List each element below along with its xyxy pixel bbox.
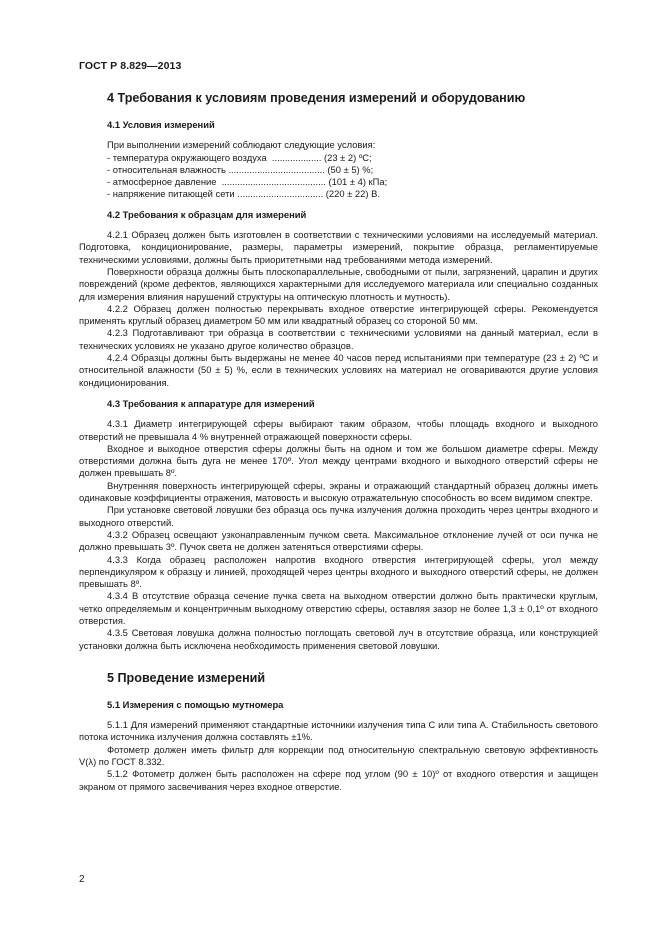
- condition-item-humidity: - относительная влажность ..................................... (50 ± 5) %;: [107, 163, 374, 175]
- section-4-heading: 4 Требования к условиям проведения измерений и оборудованию: [107, 91, 526, 105]
- page-number: 2: [79, 874, 85, 885]
- section-4-2-heading: 4.2 Требования к образцам для измерений: [107, 208, 307, 220]
- document-code-header: ГОСТ Р 8.829—2013: [79, 60, 182, 72]
- paragraph-4-2-4: 4.2.4 Образцы должны быть выдержаны не менее 40 часов перед испытаниями при температуре (23 ± 2) ºС и относительной влажности (50 ± 5) %, если в технических условиях на материал не оговариваются другие условия кондиционирования.: [79, 352, 598, 388]
- section-4-2-body: [79, 229, 598, 389]
- paragraph-4-3-1-light-trap: При установке световой ловушки без образца ось пучка излучения должна проходить через центры входного и выходного отверстий.: [79, 504, 598, 528]
- condition-item-voltage: - напряжение питающей сети ................................. (220 ± 22) В.: [107, 188, 380, 200]
- section-5-1-body: [79, 719, 598, 793]
- paragraph-5-1-1: 5.1.1 Для измерений применяют стандартные источники излучения типа С или типа А. Стабильность светового потока источника излучения должна составлять ±1%.: [79, 719, 598, 743]
- paragraph-4-2-2: 4.2.2 Образец должен полностью перекрывать входное отверстие интегрирующей сферы. Рекомендуется применять круглый образец диаметром 50 мм или квадратный образец со стороной 50 мм.: [79, 302, 598, 327]
- condition-item-temperature: - температура окружающего воздуха ................... (23 ± 2) ºС;: [107, 151, 372, 163]
- paragraph-4-3-3: 4.3.3 Когда образец расположен напротив входного отверстия интегрирующей сферы, угол между перпендикуляром к образцу и линией, проходящей через центры входного и выходного отверстий сферы, не должен превышать 8º.: [79, 553, 598, 590]
- section-4-3-heading: 4.3 Требования к аппаратуре для измерений: [107, 397, 315, 409]
- section-5-1-heading: 5.1 Измерения с помощью мутномера: [107, 698, 284, 710]
- paragraph-5-1-2: 5.1.2 Фотометр должен быть расположен на сфере под углом (90 ± 10)º от входного отверстия и защищен экраном от прямого засвечивания через входное отверстие.: [79, 768, 598, 792]
- paragraph-4-3-1-openings: Входное и выходное отверстия сферы должны быть на одном и том же большом диаметре сферы. Между отверстиями должна быть дуга не менее 170º. Угол между центрами входного и выходного отверстий сферы не должен превышать 8º.: [79, 442, 598, 479]
- conditions-intro: При выполнении измерений соблюдают следующие условия:: [107, 139, 376, 151]
- conditions-list: [107, 139, 598, 200]
- paragraph-4-2-3: 4.2.3 Подготавливают три образца в соответствии с техническими условиями на данный материал, если в технических условиях не указано другое количество образцов.: [79, 327, 598, 351]
- section-4-3-body: [79, 418, 598, 652]
- section-5-heading: 5 Проведение измерений: [107, 670, 266, 685]
- paragraph-4-2-1-surfaces: Поверхности образца должны быть плоскопараллельные, свободными от пыли, загрязнений, царапин и других повреждений (кроме дефектов, являющихся характерными для исследуемого материала или специально созданных для измерения влияния нарушений структуры на оптическую плотность и мутность).: [79, 265, 598, 302]
- paragraph-5-1-1-photometer: Фотометр должен иметь фильтр для коррекции под относительную спектральную световую эффективность V(λ) по ГОСТ 8.332.: [79, 743, 598, 768]
- condition-item-pressure: - атмосферное давление ........................................ (101 ± 4) кПа;: [107, 176, 388, 188]
- paragraph-4-3-2: 4.3.2 Образец освещают узконаправленным пучком света. Максимальное отклонение лучей от оси пучка не должно превышать 3º. Пучок света не должен затеняться отверстиями сферы.: [79, 528, 598, 553]
- paragraph-4-2-1: 4.2.1 Образец должен быть изготовлен в соответствии с техническими условиями на исследуемый материал. Подготовка, кондиционирование, размеры, параметры измерений, покрытие образца, регламентируемые техническими условиями, должны быть приоритетными над требованиями метода измерений.: [79, 229, 598, 265]
- document-body: [79, 91, 598, 793]
- paragraph-4-3-4: 4.3.4 В отсутствие образца сечение пучка света на выходном отверстии должно быть практически круглым, четко определяемым и концентричным выходному отверстию сферы, оставляя зазор не более 1,3 ± 0,1º от входного отверстия.: [79, 590, 598, 626]
- section-4-1-heading: 4.1 Условия измерений: [107, 119, 215, 130]
- paragraph-4-3-5: 4.3.5 Световая ловушка должна полностью поглощать световой луч в отсутствие образца, или конструкцией установки должна быть исключена необходимость применения световой ловушки.: [79, 627, 598, 651]
- paragraph-4-3-1-inner-surface: Внутренняя поверхность интегрирующей сферы, экраны и отражающий стандартный образец должны иметь одинаковые коэффициенты отражения, матовость и высокую отражательную способность во всем видимом спектре.: [79, 479, 598, 504]
- paragraph-4-3-1: 4.3.1 Диаметр интегрирующей сферы выбирают таким образом, чтобы площадь входного и выходного отверстий не превышала 4 % внутренней отражающей поверхности сферы.: [79, 418, 598, 442]
